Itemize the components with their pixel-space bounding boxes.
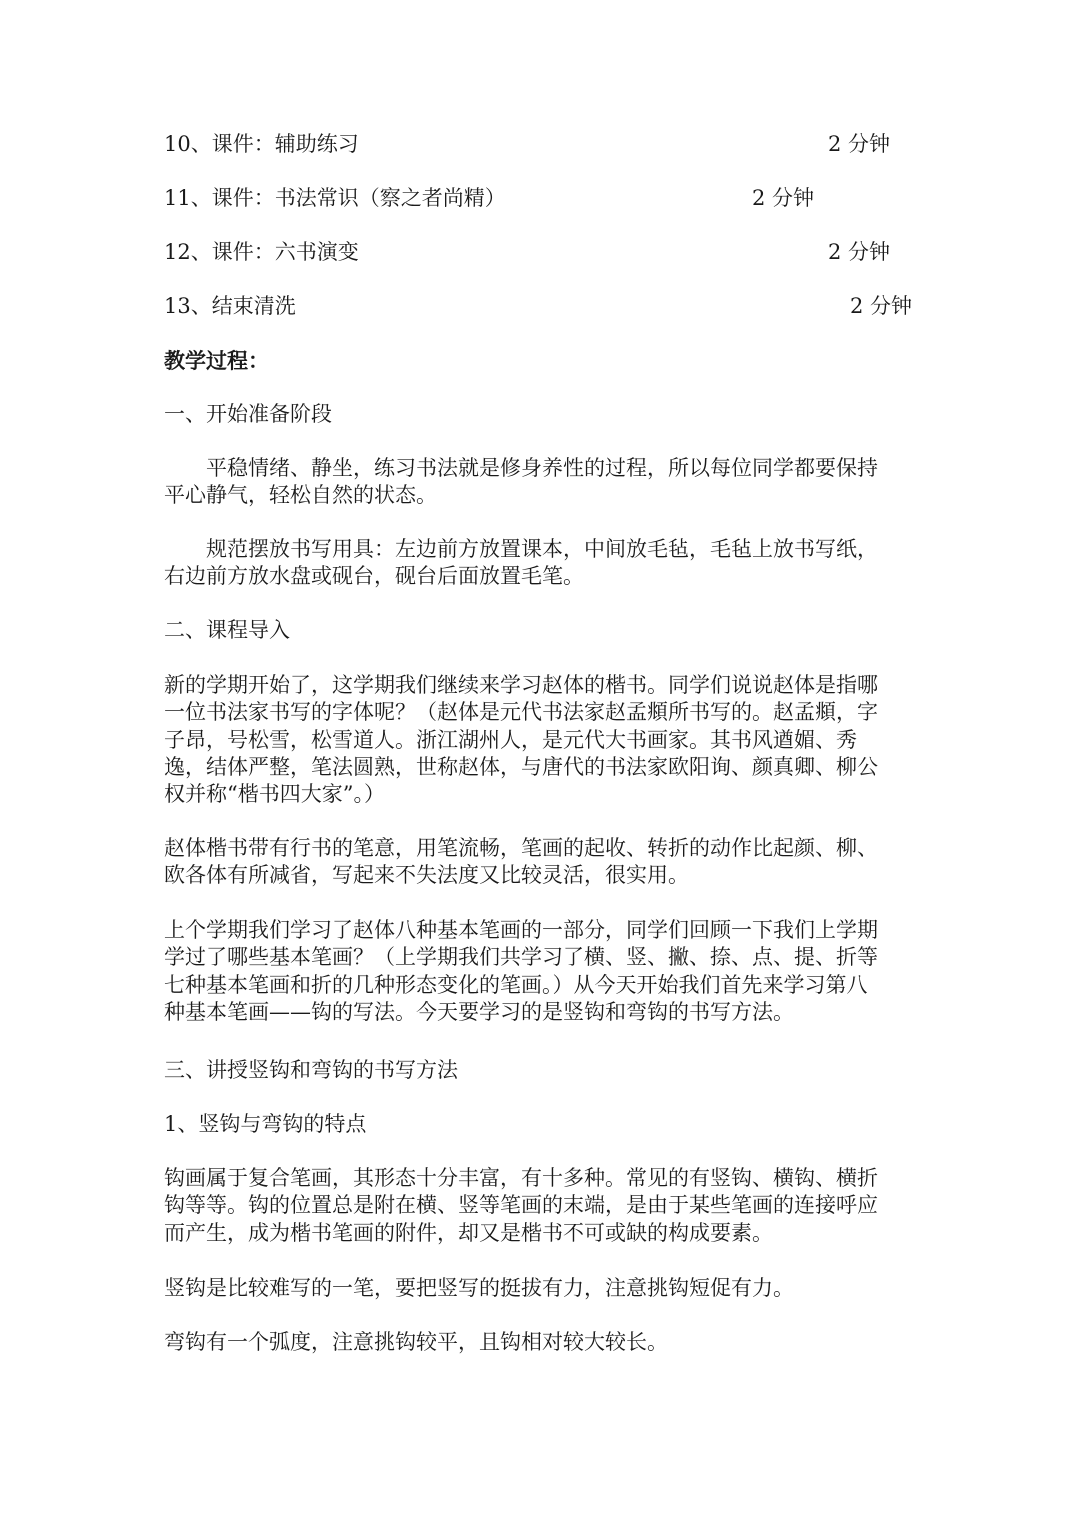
section3-subheading: 1、竖钩与弯钩的特点 bbox=[164, 1112, 367, 1136]
paragraph-line: 逸，结体严整，笔法圆熟，世称赵体，与唐代的书法家欧阳询、颜真卿、柳公 bbox=[164, 754, 878, 779]
schedule-item-12: 12、课件：六书演变 bbox=[164, 240, 359, 264]
paragraph-line: 平心静气，轻松自然的状态。 bbox=[164, 483, 437, 508]
section3-title: 三、讲授竖钩和弯钩的书写方法 bbox=[164, 1058, 458, 1082]
section2-paragraph-3 bbox=[164, 917, 909, 1026]
process-heading: 教学过程： bbox=[164, 348, 269, 373]
schedule-item-13: 13、结束清洗 bbox=[164, 294, 296, 318]
schedule-duration-12: 2 分钟 bbox=[828, 240, 891, 264]
paragraph-line: 钩画属于复合笔画，其形态十分丰富，有十多种。常见的有竖钩、横钩、横折 bbox=[164, 1166, 878, 1190]
paragraph-line: 七种基本笔画和折的几种形态变化的笔画。）从今天开始我们首先来学习第八 bbox=[164, 972, 868, 997]
paragraph-line: 新的学期开始了，这学期我们继续来学习赵体的楷书。同学们说说赵体是指哪 bbox=[164, 673, 878, 697]
paragraph-line: 学过了哪些基本笔画？（上学期我们共学习了横、竖、撇、捺、点、提、折等 bbox=[164, 945, 878, 970]
schedule-duration-10: 2 分钟 bbox=[828, 132, 891, 156]
section2-paragraph-1 bbox=[164, 672, 909, 808]
section2-paragraph-2 bbox=[164, 835, 909, 890]
paragraph-line: 平稳情绪、静坐，练习书法就是修身养性的过程，所以每位同学都要保持 bbox=[206, 456, 878, 480]
paragraph-line: 右边前方放水盘或砚台，砚台后面放置毛笔。 bbox=[164, 564, 584, 589]
paragraph-line: 赵体楷书带有行书的笔意，用笔流畅，笔画的起收、转折的动作比起颜、柳、 bbox=[164, 836, 878, 860]
schedule-item-10: 10、课件：辅助练习 bbox=[164, 132, 359, 156]
paragraph-line: 种基本笔画——钩的写法。今天要学习的是竖钩和弯钩的书写方法。 bbox=[164, 999, 794, 1024]
schedule-duration-13: 2 分钟 bbox=[850, 294, 913, 318]
section1-paragraph-2 bbox=[164, 536, 909, 591]
section2-title: 二、课程导入 bbox=[164, 618, 290, 642]
section1-paragraph-1 bbox=[164, 455, 909, 510]
paragraph-line: 欧各体有所减省，写起来不失法度又比较灵活，很实用。 bbox=[164, 863, 689, 888]
section1-title: 一、开始准备阶段 bbox=[164, 402, 332, 426]
paragraph-line: 一位书法家书写的字体呢？（赵体是元代书法家赵孟頫所书写的。赵孟頫，字 bbox=[164, 700, 878, 725]
paragraph-line: 权并称“楷书四大家”。） bbox=[164, 782, 385, 807]
paragraph-line: 子昂，号松雪，松雪道人。浙江湖州人，是元代大书画家。其书风遒媚、秀 bbox=[164, 727, 857, 752]
section3-paragraph-1 bbox=[164, 1165, 909, 1247]
section3-paragraph-3: 弯钩有一个弧度，注意挑钩较平，且钩相对较大较长。 bbox=[164, 1330, 668, 1354]
section3-paragraph-2: 竖钩是比较难写的一笔，要把竖写的挺拔有力，注意挑钩短促有力。 bbox=[164, 1276, 794, 1300]
paragraph-line: 上个学期我们学习了赵体八种基本笔画的一部分，同学们回顾一下我们上学期 bbox=[164, 918, 878, 942]
paragraph-line: 钩等等。钩的位置总是附在横、竖等笔画的末端，是由于某些笔画的连接呼应 bbox=[164, 1193, 878, 1218]
paragraph-line: 而产生，成为楷书笔画的附件，却又是楷书不可或缺的构成要素。 bbox=[164, 1220, 773, 1245]
schedule-item-11: 11、课件：书法常识（察之者尚精） bbox=[164, 186, 506, 210]
schedule-duration-11: 2 分钟 bbox=[752, 186, 815, 210]
paragraph-line: 规范摆放书写用具：左边前方放置课本，中间放毛毡，毛毡上放书写纸， bbox=[206, 537, 878, 561]
